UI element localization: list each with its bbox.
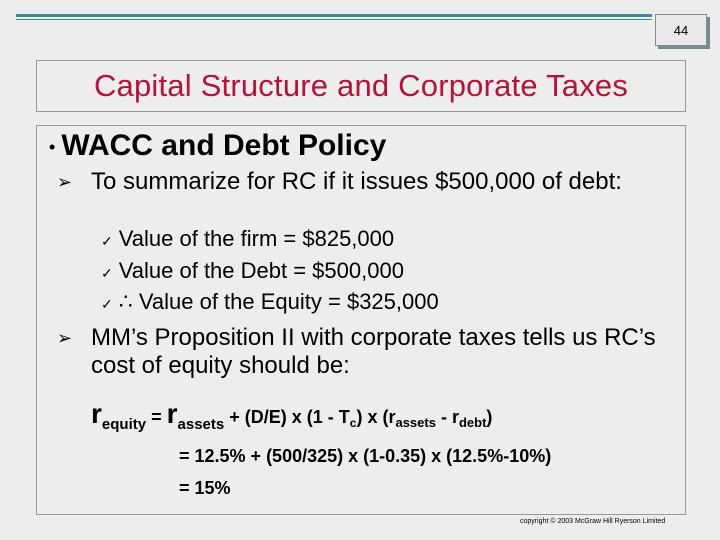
copyright: copyright © 2003 McGraw Hill Ryerson Limited <box>520 518 666 525</box>
formula-c-sub: c <box>349 416 357 430</box>
formula-mid2: ) x (r <box>356 407 396 427</box>
check-item-2 <box>101 258 404 286</box>
check-item-2-text: Value of the Debt = $500,000 <box>118 258 404 283</box>
check-item-1-text: Value of the firm = $825,000 <box>118 226 395 251</box>
formula-line-1 <box>91 398 492 433</box>
top-rule-thin <box>16 19 652 20</box>
checkmark-icon: ✓ <box>101 265 113 281</box>
check-item-1 <box>101 226 394 254</box>
arrow-icon: ➢ <box>57 172 73 192</box>
point-2-text: MM’s Proposition II with corporate taxes tells us RC’s cost of equity should be: <box>91 324 656 379</box>
bullet-dot-icon: • <box>49 137 56 158</box>
formula-debt-sub: debt <box>458 415 487 430</box>
heading-text: WACC and Debt Policy <box>61 129 387 162</box>
slide-title: Capital Structure and Corporate Taxes <box>93 68 629 103</box>
formula-eq: = <box>146 407 167 427</box>
heading-bullet <box>49 128 386 165</box>
formula-r2: r <box>166 398 178 429</box>
page-number: 44 <box>655 14 707 46</box>
formula-r: r <box>91 398 102 429</box>
formula-mid3: - r <box>435 407 459 427</box>
check-item-3-text: ∴ Value of the Equity = $325,000 <box>118 289 439 314</box>
title-box <box>36 60 686 112</box>
top-rule <box>16 14 652 17</box>
formula-line-2: = 12.5% + (500/325) x (1-0.35) x (12.5%-10%) <box>179 446 552 466</box>
formula-mid1: + (D/E) x (1 - T <box>224 407 350 427</box>
formula-line-3: = 15% <box>179 478 231 498</box>
formula-assets-sub: assets <box>177 416 225 433</box>
checkmark-icon: ✓ <box>101 296 113 312</box>
content-box <box>36 125 686 515</box>
formula-end: ) <box>486 407 493 427</box>
point-1-text: To summarize for RC if it issues $500,000 of debt: <box>91 168 622 195</box>
check-item-3 <box>101 289 439 317</box>
formula-equity-sub: equity <box>101 416 147 433</box>
arrow-icon: ➢ <box>57 328 73 348</box>
formula-assets-sub2: assets <box>395 415 436 430</box>
checkmark-icon: ✓ <box>101 233 113 249</box>
